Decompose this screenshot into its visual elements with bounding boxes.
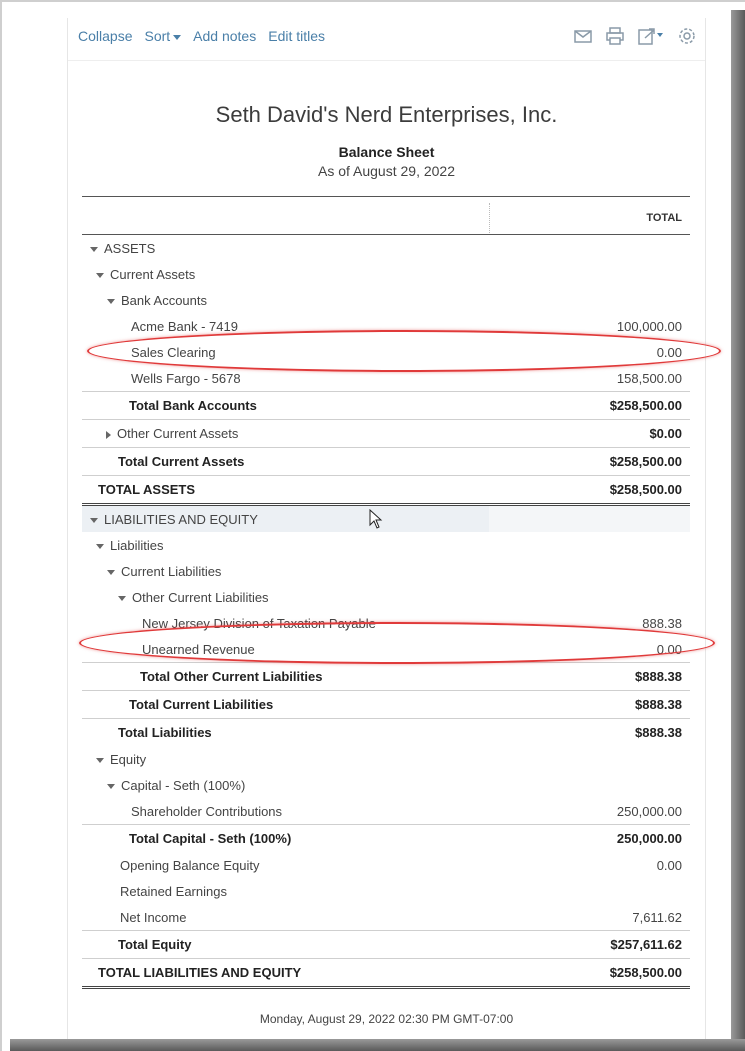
account-amount[interactable]: 158,500.00: [616, 371, 682, 386]
row-label: Liabilities: [96, 538, 163, 553]
section-row-liabilities-and-equity[interactable]: [82, 506, 690, 532]
export-icon[interactable]: [637, 26, 665, 46]
account-amount[interactable]: 250,000.00: [616, 804, 682, 819]
print-icon[interactable]: [605, 26, 625, 46]
collapse-triangle-icon[interactable]: [96, 273, 104, 278]
total-label: Total Other Current Liabilities: [140, 669, 323, 684]
sort-chevron-down-icon: [173, 35, 181, 40]
row-label: LIABILITIES AND EQUITY: [90, 512, 258, 527]
grand-total-row: [82, 475, 690, 506]
toolbar-divider: [68, 60, 705, 61]
report-sheet: [67, 18, 706, 1039]
collapse-triangle-icon[interactable]: [107, 299, 115, 304]
table-row[interactable]: [82, 904, 690, 930]
account-label[interactable]: Net Income: [120, 910, 187, 925]
account-amount[interactable]: 7,611.62: [632, 910, 682, 925]
account-amount[interactable]: 0.00: [656, 858, 682, 873]
group-amount[interactable]: $0.00: [649, 426, 682, 441]
total-row: [82, 718, 690, 746]
total-row: [82, 447, 690, 475]
total-amount[interactable]: $888.38: [635, 725, 682, 740]
row-label: Other Current Liabilities: [118, 590, 269, 605]
total-amount[interactable]: $888.38: [635, 697, 682, 712]
account-label[interactable]: Acme Bank - 7419: [131, 319, 238, 334]
collapse-triangle-icon[interactable]: [107, 784, 115, 789]
total-row: [82, 690, 690, 718]
group-row-other-current-assets[interactable]: [82, 419, 690, 447]
row-label: Current Assets: [96, 267, 195, 282]
account-label[interactable]: Sales Clearing: [131, 345, 216, 360]
collapse-triangle-icon[interactable]: [107, 570, 115, 575]
total-label: Total Capital - Seth (100%): [129, 831, 292, 846]
collapse-triangle-icon[interactable]: [96, 758, 104, 763]
add-notes-button[interactable]: Add notes: [193, 28, 257, 44]
row-label: Bank Accounts: [107, 293, 207, 308]
collapse-triangle-icon[interactable]: [96, 544, 104, 549]
total-row: [82, 391, 690, 419]
group-row-capital[interactable]: [82, 772, 690, 798]
account-amount[interactable]: 100,000.00: [616, 319, 682, 334]
column-separator: [489, 203, 490, 233]
group-row-equity[interactable]: [82, 746, 690, 772]
account-label[interactable]: Unearned Revenue: [142, 642, 255, 657]
email-icon[interactable]: [573, 26, 593, 46]
account-label[interactable]: Opening Balance Equity: [120, 858, 260, 873]
table-row[interactable]: [82, 852, 690, 878]
sort-dropdown[interactable]: [144, 28, 181, 48]
row-label: Equity: [96, 752, 146, 767]
section-row-assets[interactable]: [82, 235, 690, 261]
total-amount[interactable]: $257,611.62: [610, 937, 682, 952]
highlight-ellipse-sales-clearing: [87, 330, 721, 372]
collapse-triangle-icon[interactable]: [90, 518, 98, 523]
grand-total-row: [82, 958, 690, 989]
frame-shadow-bottom: [10, 1039, 745, 1051]
total-label: Total Liabilities: [118, 725, 212, 740]
total-amount[interactable]: $258,500.00: [609, 454, 682, 469]
total-amount[interactable]: $258,500.00: [609, 965, 682, 980]
group-row-current-assets[interactable]: [82, 261, 690, 287]
total-label: Total Bank Accounts: [129, 398, 257, 413]
row-label: Current Liabilities: [107, 564, 221, 579]
account-label[interactable]: New Jersey Division of Taxation Payable: [142, 616, 376, 631]
group-row-liabilities[interactable]: [82, 532, 690, 558]
group-row-bank-accounts[interactable]: [82, 287, 690, 313]
frame-border-top: [0, 0, 745, 2]
total-column-header: TOTAL: [646, 212, 682, 224]
frame-border-left: [0, 0, 2, 1051]
row-label: Other Current Assets: [106, 426, 238, 441]
total-amount[interactable]: $258,500.00: [609, 482, 682, 497]
total-label: TOTAL LIABILITIES AND EQUITY: [98, 965, 302, 980]
collapse-triangle-icon[interactable]: [90, 247, 98, 252]
row-label: Capital - Seth (100%): [107, 778, 245, 793]
table-row[interactable]: [82, 798, 690, 824]
report-timestamp: Monday, August 29, 2022 02:30 PM GMT-07:00: [259, 1012, 514, 1026]
total-label: Total Current Assets: [118, 454, 245, 469]
table-header: [82, 196, 690, 235]
account-label[interactable]: Shareholder Contributions: [131, 804, 283, 819]
table-row[interactable]: [82, 878, 690, 904]
account-amount[interactable]: 888.38: [642, 616, 682, 631]
group-row-other-current-liabilities[interactable]: [82, 584, 690, 610]
total-amount[interactable]: $888.38: [635, 669, 682, 684]
report-toolbar: [78, 28, 325, 48]
report-date[interactable]: As of August 29, 2022: [318, 163, 455, 179]
total-label: Total Current Liabilities: [129, 697, 274, 712]
company-name[interactable]: Seth David's Nerd Enterprises, Inc.: [215, 102, 558, 127]
total-amount[interactable]: $258,500.00: [609, 398, 682, 413]
collapse-button[interactable]: Collapse: [78, 28, 133, 44]
report-title[interactable]: Balance Sheet: [338, 144, 435, 160]
account-amount[interactable]: 0.00: [656, 345, 682, 360]
group-row-current-liabilities[interactable]: [82, 558, 690, 584]
sort-label: Sort: [144, 28, 171, 44]
balance-sheet-table: [82, 196, 690, 989]
settings-icon[interactable]: [677, 26, 697, 46]
total-row: [82, 930, 690, 958]
account-label[interactable]: Retained Earnings: [120, 884, 227, 899]
account-amount[interactable]: 0.00: [656, 642, 682, 657]
edit-titles-button[interactable]: Edit titles: [268, 28, 326, 44]
total-label: TOTAL ASSETS: [98, 482, 196, 497]
highlight-ellipse-unearned-revenue: [79, 622, 715, 664]
total-row: [82, 824, 690, 852]
total-amount[interactable]: 250,000.00: [616, 831, 682, 846]
total-row: [82, 662, 690, 690]
total-label: Total Equity: [118, 937, 192, 952]
expand-triangle-icon[interactable]: [106, 431, 111, 439]
mouse-cursor-icon: [369, 509, 383, 534]
account-label[interactable]: Wells Fargo - 5678: [131, 371, 241, 386]
toolbar-icons: [573, 26, 697, 46]
collapse-triangle-icon[interactable]: [118, 596, 126, 601]
row-label: ASSETS: [90, 241, 155, 256]
frame-shadow-right: [731, 10, 745, 1051]
